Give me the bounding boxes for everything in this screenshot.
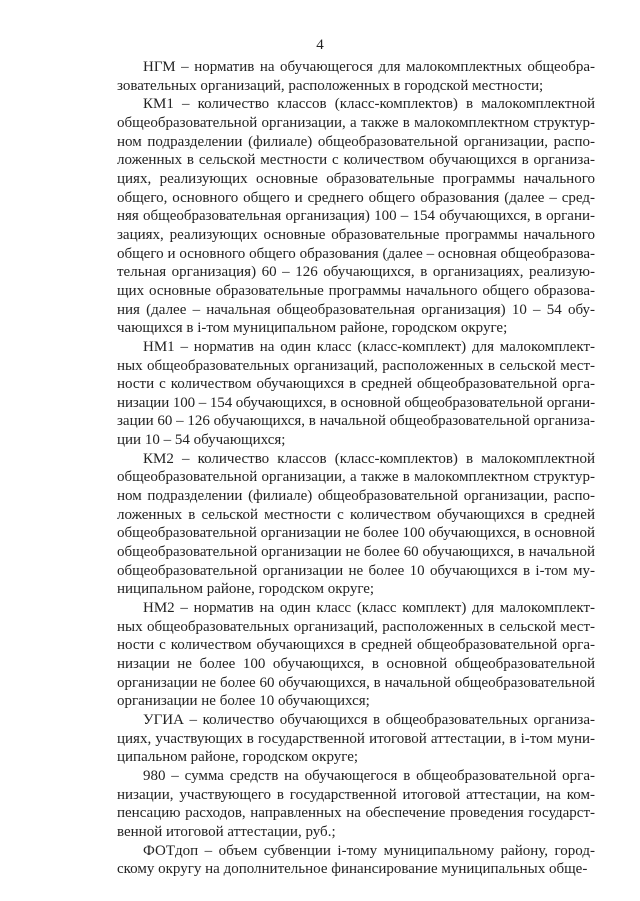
text-line: щих основные образовательные программы начального общего образова- <box>117 282 595 299</box>
paragraph <box>117 58 595 95</box>
text-line: общеобразовательной организации, а также в малокомплектном структур- <box>117 114 595 131</box>
text-line: ности с количеством обучающихся в средней общеобразовательной орга- <box>117 376 595 393</box>
text-line: зациях, реализующих основные образовательные программы начального <box>117 226 595 243</box>
text-line: пенсацию расходов, направленных на обеспечение проведения государст- <box>117 805 595 822</box>
text-line: КМ2 – количество классов (класс-комплектов) в малокомплектной <box>143 450 595 467</box>
text-line: ных общеобразовательных организаций, расположенных в сельской мест- <box>117 618 595 635</box>
body-text <box>117 58 595 879</box>
paragraph <box>117 599 595 711</box>
paragraph <box>117 95 595 338</box>
text-line: общеобразовательной организации не более 10 обучающихся в i-том му- <box>117 562 595 579</box>
paragraph <box>117 338 595 450</box>
text-line: ния (далее – начальная общеобразовательная организация) 10 – 54 обу- <box>117 301 595 318</box>
text-line: венной итоговой аттестации, руб.; <box>117 823 336 840</box>
text-line: НМ2 – норматив на один класс (класс комплект) для малокомплект- <box>143 600 595 617</box>
page-number: 4 <box>316 37 324 53</box>
text-line: ности с количеством обучающихся в средней общеобразовательной орга- <box>117 637 595 654</box>
text-line: ФОТдоп – объем субвенции i-тому муниципальному району, город- <box>143 842 595 859</box>
text-line: ложенных в сельской местности с количеством обучающихся в средней <box>117 506 595 523</box>
paragraph <box>117 450 595 599</box>
text-line: циях, участвующих в государственной итоговой аттестации, в i-том муни- <box>117 730 595 747</box>
text-line: ном подразделении (филиале) общеобразовательной организации, распо- <box>117 133 595 150</box>
text-line: зовательных организаций, расположенных в городской местности; <box>117 77 544 94</box>
text-line: циях, реализующих основные образовательные программы начального <box>117 170 595 187</box>
text-line: тельная организация) 60 – 126 обучающихся, в организациях, реализую- <box>117 264 595 281</box>
text-line: организации не более 60 обучающихся, в начальной общеобразовательной <box>117 674 595 691</box>
text-line: 980 – сумма средств на обучающегося в общеобразовательной орга- <box>143 767 595 784</box>
text-line: ции 10 – 54 обучающихся; <box>117 432 286 449</box>
text-line: УГИА – количество обучающихся в общеобразовательных организа- <box>143 711 595 728</box>
paragraph <box>117 842 595 879</box>
text-line: организации не более 10 обучающихся; <box>117 693 370 710</box>
text-line: ном подразделении (филиале) общеобразовательной организации, распо- <box>117 488 595 505</box>
text-line: низации, участвующего в государственной итоговой аттестации, на ком- <box>117 786 595 803</box>
text-line: общеобразовательной организации не более 100 обучающихся, в основной <box>117 525 595 542</box>
paragraph <box>117 767 595 842</box>
text-line: НГМ – норматив на обучающегося для малокомплектных общеобра- <box>143 59 595 75</box>
text-line: общего и основного общего образования (далее – основная общеобразова- <box>117 245 595 262</box>
text-line: зации 60 – 126 обучающихся, в начальной общеобразовательной организа- <box>117 413 595 430</box>
text-line: общего, основного общего и среднего общего образования (далее – сред- <box>117 189 595 206</box>
text-line: низации 100 – 154 обучающихся, в основной общеобразовательной органи- <box>117 394 595 411</box>
text-line: няя общеобразовательная организация) 100 – 154 обучающихся, в органи- <box>117 208 595 225</box>
text-line: чающихся в i-том муниципальном районе, городском округе; <box>117 320 508 337</box>
text-line: низации не более 100 обучающихся, в основной общеобразовательной <box>117 656 595 672</box>
text-line: ципальном районе, городском округе; <box>117 749 359 766</box>
text-line: ных общеобразовательных организаций, расположенных в сельской мест- <box>117 357 595 374</box>
text-line: НМ1 – норматив на один класс (класс-комплект) для малокомплект- <box>143 338 595 355</box>
text-line: скому округу на дополнительное финансирование муниципальных обще- <box>117 861 588 878</box>
text-line: КМ1 – количество классов (класс-комплектов) в малокомплектной <box>143 96 595 113</box>
text-line: ложенных в сельской местности с количеством обучающихся в организа- <box>117 152 595 169</box>
text-line: общеобразовательной организации, а также в малокомплектном структур- <box>117 469 595 486</box>
text-line: ниципальном районе, городском округе; <box>117 581 375 598</box>
text-line: общеобразовательной организации не более 60 обучающихся, в начальной <box>117 544 595 561</box>
paragraph <box>117 711 595 767</box>
